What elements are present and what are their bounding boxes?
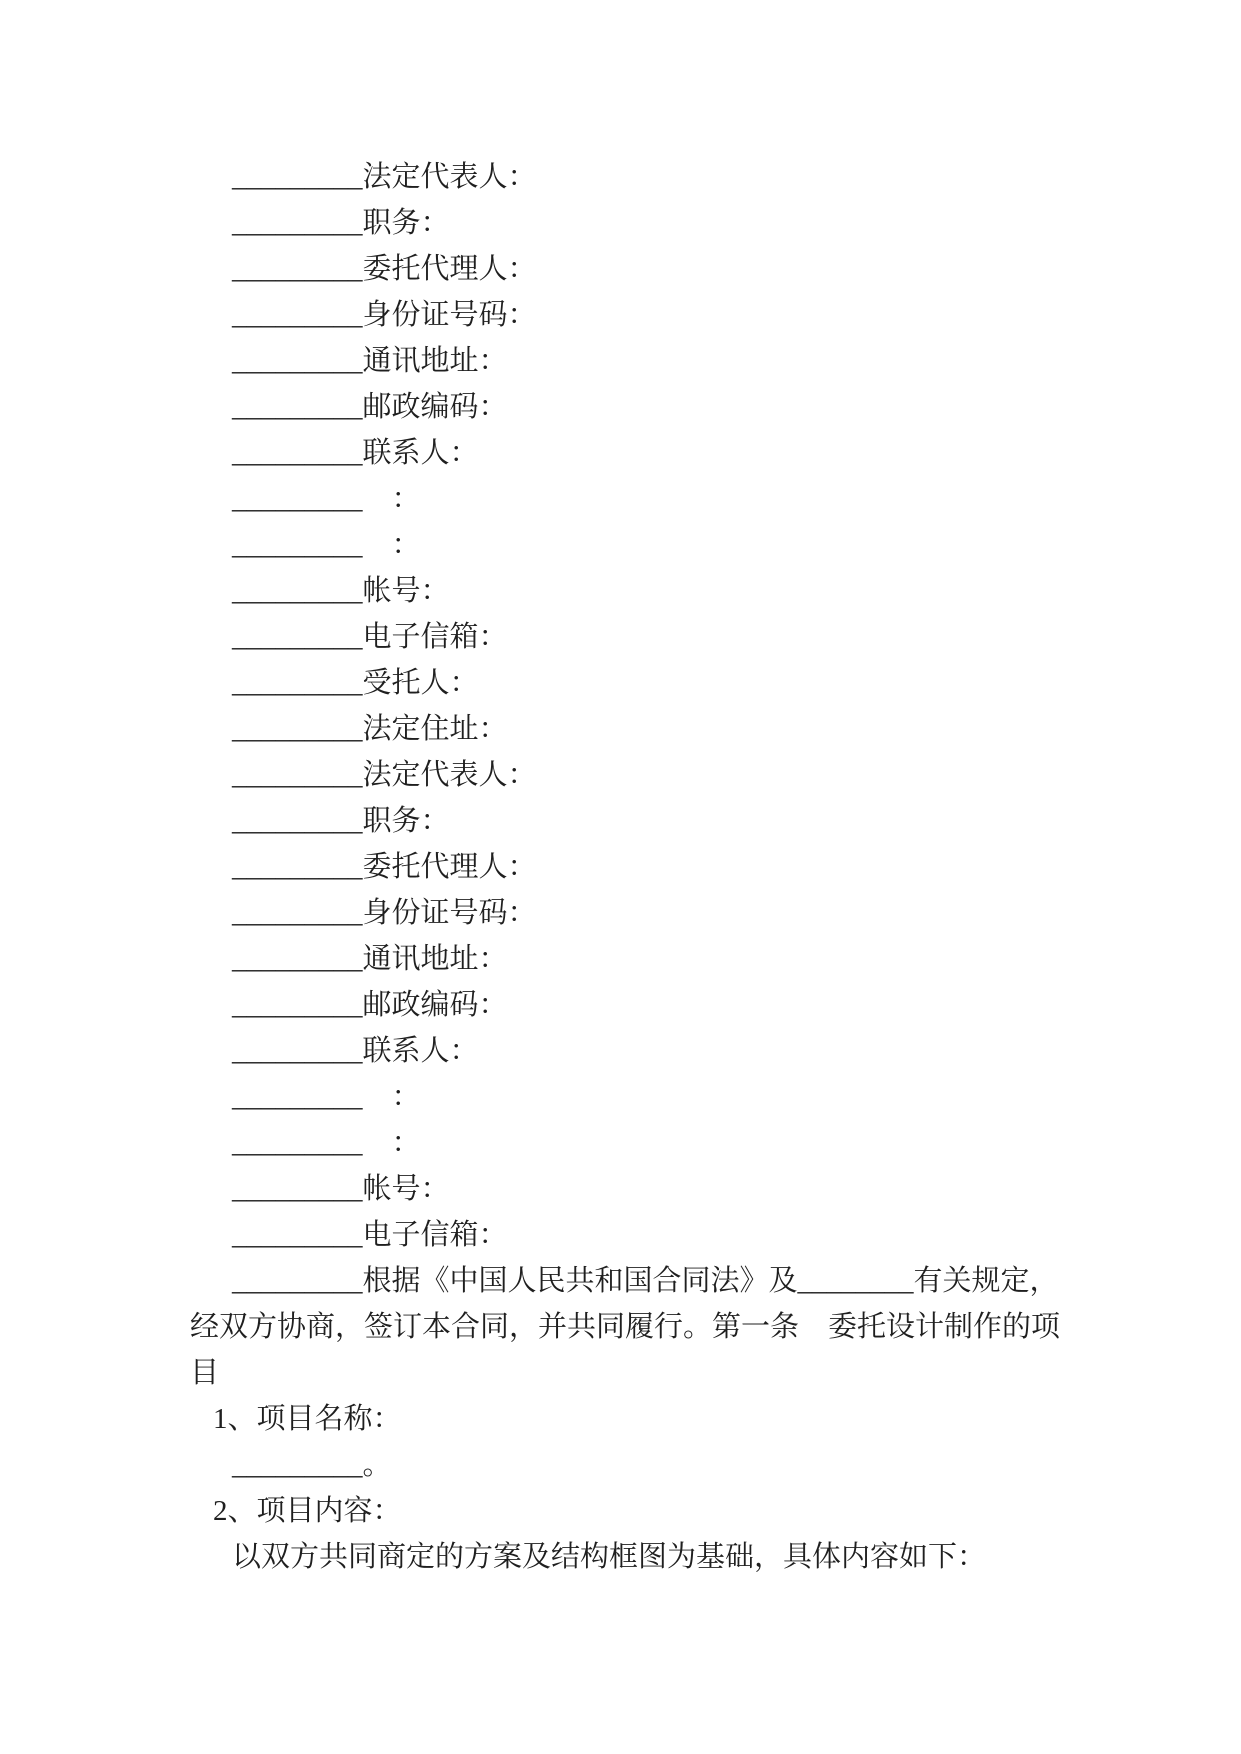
contract-line-legal-representative: _________法定代表人：	[232, 161, 537, 193]
contract-line-item-project-content: 2、项目内容：	[213, 1495, 402, 1527]
contract-line-postal-code: _________邮政编码：	[232, 391, 508, 423]
contract-line-email: _________电子信箱：	[232, 1219, 508, 1251]
contract-line-id-number: _________身份证号码：	[232, 299, 537, 331]
contract-line-email: _________电子信箱：	[232, 621, 508, 653]
contract-line-project-content-detail: 以双方共同商定的方案及结构框图为基础，具体内容如下：	[232, 1541, 987, 1573]
contract-line-trustee: _________受托人：	[232, 667, 479, 699]
contract-line-legal-representative: _________法定代表人：	[232, 759, 537, 791]
contract-line-contact-person: _________联系人：	[232, 437, 479, 469]
contract-line-authorized-agent: _________委托代理人：	[232, 253, 537, 285]
contract-line-item-project-name: 1、项目名称：	[213, 1403, 402, 1435]
contract-text-block	[190, 154, 1090, 1580]
contract-line-blank-colon: _________ ：	[232, 1127, 421, 1159]
contract-line-position: _________职务：	[232, 805, 450, 837]
contract-line-postal-code: _________邮政编码：	[232, 989, 508, 1021]
contract-line-position: _________职务：	[232, 207, 450, 239]
contract-line-mailing-address: _________通讯地址：	[232, 943, 508, 975]
contract-line-body-continuation: 目	[190, 1357, 220, 1389]
contract-line-account-number: _________帐号：	[232, 575, 450, 607]
contract-line-contact-person: _________联系人：	[232, 1035, 479, 1067]
contract-line-body-continuation: 经双方协商，签订本合同，并共同履行。第一条 委托设计制作的项	[190, 1311, 1061, 1343]
contract-line-blank-colon: _________ ：	[232, 1081, 421, 1113]
contract-line-blank-period: _________。	[232, 1449, 392, 1481]
contract-line-blank-colon: _________ ：	[232, 483, 421, 515]
contract-line-blank-colon: _________ ：	[232, 529, 421, 561]
contract-line-authorized-agent: _________委托代理人：	[232, 851, 537, 883]
contract-line-account-number: _________帐号：	[232, 1173, 450, 1205]
contract-line-id-number: _________身份证号码：	[232, 897, 537, 929]
contract-line-legal-address: _________法定住址：	[232, 713, 508, 745]
contract-line-legal-basis: _________根据《中国人民共和国合同法》及________有关规定，	[232, 1265, 1059, 1297]
contract-line-mailing-address: _________通讯地址：	[232, 345, 508, 377]
